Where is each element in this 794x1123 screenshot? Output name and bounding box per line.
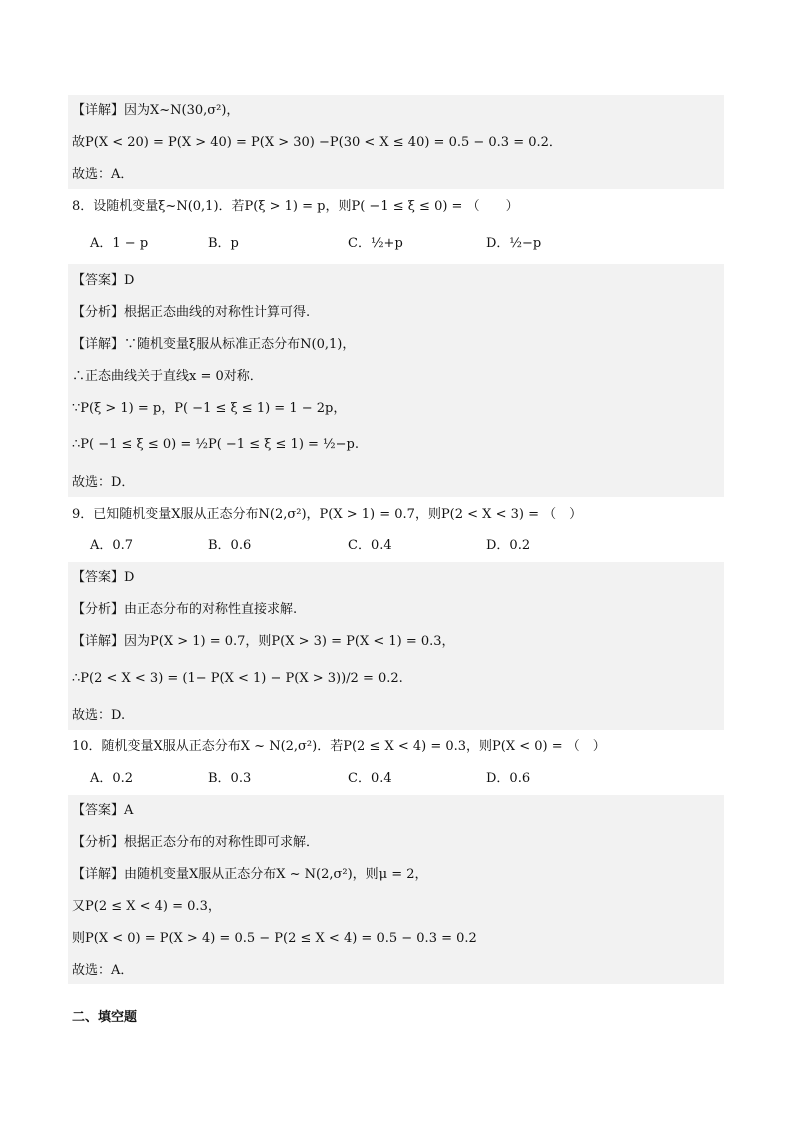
detail-line: 【详解】因为X~N(30,σ²)， [72, 103, 240, 118]
detail-line: 【详解】由随机变量X服从正态分布X ~ N(2,σ²)，则μ = 2， [72, 867, 428, 882]
detail-line: 则P(X < 0) = P(X > 4) = 0.5 − P(2 ≤ X < 4) = 0.5 − 0.3 = 0.2 [72, 931, 477, 946]
option-c: C．½+p [348, 236, 403, 251]
choice-line: 故选：A． [72, 167, 134, 182]
option-b: B．p [208, 236, 239, 251]
analysis-line: 【分析】由正态分布的对称性直接求解. [72, 602, 298, 617]
question-stem: 10．随机变量X服从正态分布X ~ N(2,σ²)．若P(2 ≤ X < 4) = 0.3，则P(X < 0) = （ ） [72, 739, 606, 754]
option-b: B．0.3 [208, 771, 252, 786]
analysis-line: 【分析】根据正态曲线的对称性计算可得. [72, 305, 311, 320]
option-d: D．0.2 [486, 538, 531, 553]
detail-line: 又P(2 ≤ X < 4) = 0.3， [72, 899, 221, 914]
section-heading: 二、填空题 [72, 1010, 138, 1025]
analysis-line: 【分析】根据正态分布的对称性即可求解． [72, 835, 320, 850]
answer-line: 【答案】A [72, 803, 134, 818]
option-b: B．0.6 [208, 538, 252, 553]
detail-line: ∴正态曲线关于直线x = 0对称． [72, 369, 263, 384]
detail-line: ∴P( −1 ≤ ξ ≤ 0) = ½P( −1 ≤ ξ ≤ 1) = ½−p. [72, 437, 359, 452]
option-d: D．0.6 [486, 771, 531, 786]
option-d: D．½−p [486, 236, 542, 251]
option-a: A．1 − p [90, 236, 149, 251]
question-stem: 9．已知随机变量X服从正态分布N(2,σ²)，P(X > 1) = 0.7，则P(2 < X < 3) = （ ） [72, 507, 583, 522]
answer-line: 【答案】D [72, 570, 135, 585]
detail-line: 【详解】∵随机变量ξ服从标准正态分布N(0,1)， [72, 337, 356, 352]
option-a: A．0.2 [90, 771, 134, 786]
choice-line: 故选：D． [72, 475, 135, 490]
question-stem: 8．设随机变量ξ~N(0,1)．若P(ξ > 1) = p，则P( −1 ≤ ξ ≤ 0) = （ ） [72, 199, 519, 214]
detail-line: ∴P(2 < X < 3) = (1− P(X < 1) − P(X > 3))/2 = 0.2. [72, 671, 403, 686]
calculation-line: 故P(X < 20) = P(X > 40) = P(X > 30) −P(30 < X ≤ 40) = 0.5 − 0.3 = 0.2． [72, 135, 562, 150]
answer-line: 【答案】D [72, 273, 135, 288]
solution-block [68, 795, 724, 984]
detail-line: ∵P(ξ > 1) = p，P( −1 ≤ ξ ≤ 1) = 1 − 2p， [72, 401, 347, 416]
choice-line: 故选：D. [72, 708, 126, 723]
option-c: C．0.4 [348, 538, 392, 553]
option-c: C．0.4 [348, 771, 392, 786]
option-a: A．0.7 [90, 538, 134, 553]
detail-line: 【详解】因为P(X > 1) = 0.7，则P(X > 3) = P(X < 1) = 0.3， [72, 634, 455, 649]
choice-line: 故选：A． [72, 963, 134, 978]
